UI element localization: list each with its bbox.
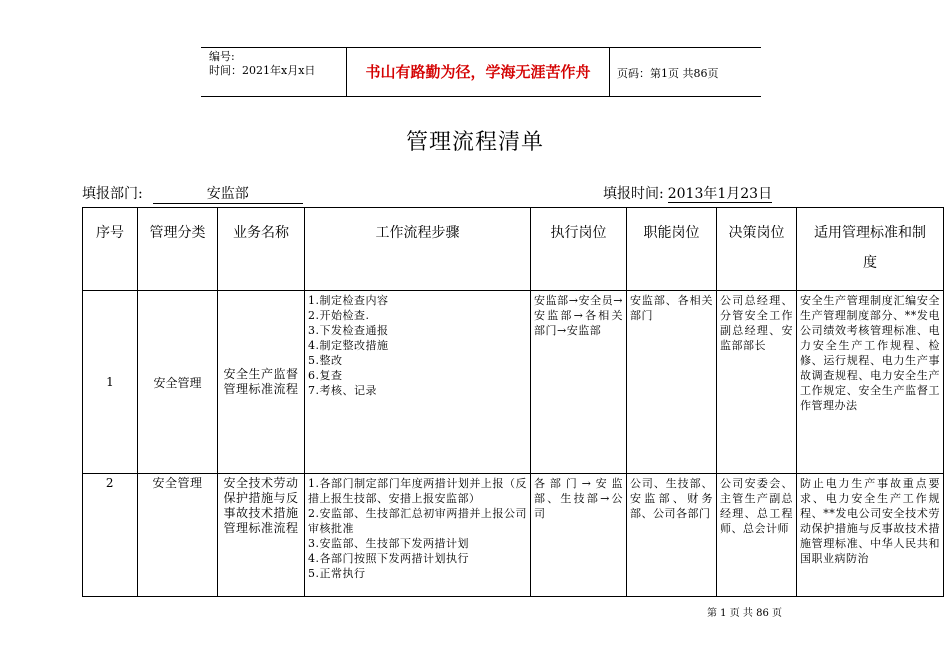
exec-text: 安监部→安全员→安监部→各相关部门→安监部: [534, 294, 623, 337]
row-category-text: 安全管理: [152, 476, 203, 490]
col-header: 工作流程步骤: [305, 208, 531, 291]
decision-text: 公司安委会、主管生产副总经理、总工程师、总会计师: [720, 477, 793, 535]
table-row: [83, 291, 944, 474]
row-name: [218, 474, 305, 597]
dept-value: 安监部: [153, 183, 303, 204]
table-header-row: [83, 208, 944, 291]
decision-text: 公司总经理、分管安全工作副总经理、安监部部长: [720, 294, 793, 352]
process-table: [82, 207, 944, 597]
row-name-text: 安全生产监督管理标准流程: [223, 367, 299, 396]
step: 3.下发检查通报: [308, 324, 389, 337]
row-steps: [305, 291, 531, 474]
col-header: 决策岗位: [717, 208, 797, 291]
step: 2.安监部、生技部汇总初审两措并上报公司审核批准: [308, 507, 527, 535]
date-value: 2013年1月23日: [667, 186, 773, 202]
row-name: [218, 291, 305, 474]
code-label: 编号:: [209, 50, 235, 63]
row-func: [627, 474, 717, 597]
row-exec: [531, 474, 627, 597]
step: 1.各部门制定部门年度两措计划并上报（反措上报生技部、安措上报安监部）: [308, 477, 527, 505]
standard-text: 防止电力生产事故重点要求、电力安全生产工作规程、**发电公司安全技术劳动保护措施与反事故技术措施管理标准、中华人民共和国职业病防治: [800, 477, 940, 565]
page-footer: 第 1 页 共 86 页: [707, 608, 782, 619]
step: 5.整改: [308, 354, 343, 367]
row-category: 安全管理: [138, 291, 218, 474]
col-header: 执行岗位: [531, 208, 627, 291]
row-no-text: 2: [105, 476, 115, 490]
col-header: 序号: [83, 208, 138, 291]
step: 6.复查: [308, 369, 343, 382]
col-header: 管理分类: [138, 208, 218, 291]
col-header: 适用管理标准和制度: [797, 208, 944, 291]
row-category: [138, 474, 218, 597]
fill-date: [603, 183, 772, 203]
step: 4.各部门按照下发两措计划执行: [308, 552, 469, 565]
time-label: 时间：2021年x月x日: [209, 64, 316, 77]
row-standard: [797, 291, 944, 474]
step: 2.开始检查.: [308, 309, 370, 322]
func-text: 安监部、各相关部门: [630, 294, 713, 322]
col-header: 业务名称: [218, 208, 305, 291]
page-title: 管理流程清单: [405, 130, 544, 155]
step: 7.考核、记录: [308, 384, 377, 397]
header-meta: [209, 50, 315, 78]
row-decision: [717, 291, 797, 474]
dept-label: 填报部门:: [82, 186, 143, 202]
row-standard: [797, 474, 944, 597]
step: 4.制定整改措施: [308, 339, 389, 352]
step: 5.正常执行: [308, 567, 366, 580]
steps-list: [305, 291, 530, 400]
step: 1.制定检查内容: [308, 294, 389, 307]
row-decision: [717, 474, 797, 597]
fill-dept: [82, 183, 303, 204]
row-exec: [531, 291, 627, 474]
row-no: 1: [83, 291, 138, 474]
row-no: [83, 474, 138, 597]
exec-text: 各部门→安监部、生技部→公司: [534, 477, 623, 520]
step: 3.安监部、生技部下发两措计划: [308, 537, 469, 550]
table-row: [83, 474, 944, 597]
col-header: 职能岗位: [627, 208, 717, 291]
steps-list: [305, 474, 530, 583]
row-name-text: 安全技术劳动保护措施与反事故技术措施管理标准流程: [223, 476, 299, 535]
document-header: [201, 47, 761, 97]
func-text: 公司、生技部、安监部、财务部、公司各部门: [630, 477, 713, 520]
standard-text: 安全生产管理制度汇编安全生产管理制度部分、**发电公司绩效考核管理标准、电力安全生产工作规程、检修、运行规程、电力生产事故调查规程、电力安全生产工作规定、安全生产监督工作管理办法: [800, 294, 940, 412]
row-func: [627, 291, 717, 474]
page-info: 页码：第1页 共86页: [617, 67, 719, 80]
motto: 书山有路勤为径，学海无涯苦作舟: [346, 48, 610, 96]
row-steps: [305, 474, 531, 597]
date-label: 填报时间:: [603, 186, 664, 202]
